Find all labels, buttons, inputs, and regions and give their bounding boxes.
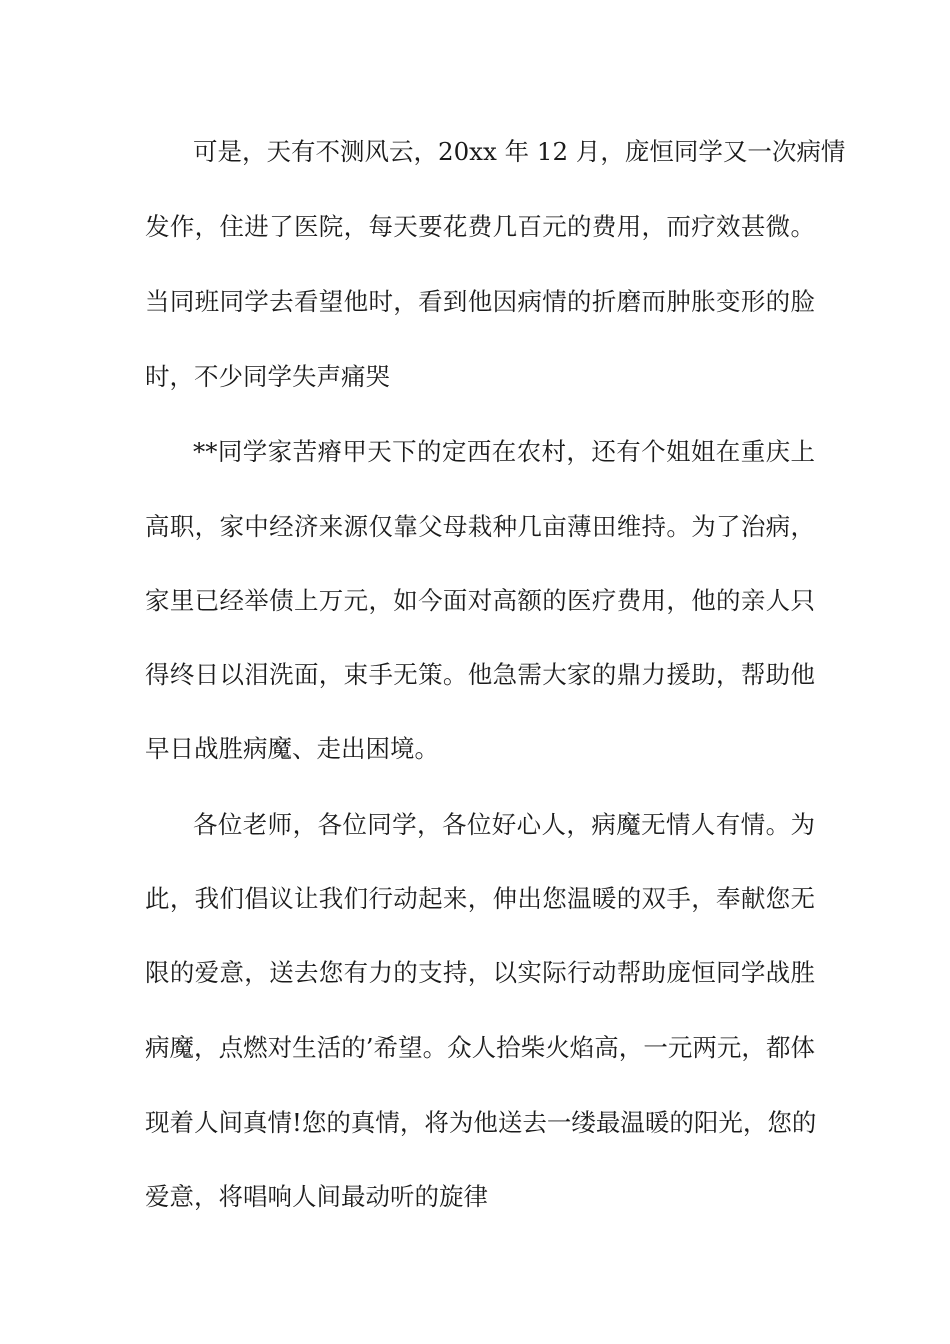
paragraph-1-line-4: 时，不少同学失声痛哭 — [145, 362, 390, 391]
paragraph-3-line-2: 此，我们倡议让我们行动起来，伸出您温暖的双手，奉献您无 — [145, 884, 815, 913]
paragraph-3-line-3: 限的爱意，送去您有力的支持，以实际行动帮助庞恒同学战胜 — [145, 958, 815, 987]
paragraph-3-line-1: 各位老师，各位同学，各位好心人，病魔无情人有情。为 — [193, 810, 815, 839]
paragraph-1-line-2: 发作，住进了医院，每天要花费几百元的费用，而疗效甚微。 — [145, 212, 815, 241]
paragraph-2-line-4: 得终日以泪洗面，束手无策。他急需大家的鼎力援助，帮助他 — [145, 660, 815, 689]
paragraph-1-line-3: 当同班同学去看望他时，看到他因病情的折磨而肿胀变形的脸 — [145, 287, 815, 316]
paragraph-2-line-2: 高职，家中经济来源仅靠父母栽种几亩薄田维持。为了治病， — [145, 512, 815, 541]
paragraph-2-line-1: **同学家苦瘠甲天下的定西在农村，还有个姐姐在重庆上 — [193, 437, 815, 466]
paragraph-2-line-5: 早日战胜病魔、走出困境。 — [145, 734, 439, 763]
paragraph-3-line-6: 爱意，将唱响人间最动听的旋律 — [145, 1182, 488, 1211]
paragraph-3-line-4: 病魔，点燃对生活的’希望。众人拾柴火焰高，一元两元，都体 — [145, 1033, 815, 1062]
paragraph-1-line-1: 可是，天有不测风云，20xx 年 12 月，庞恒同学又一次病情 — [193, 137, 846, 166]
paragraph-2-line-3: 家里已经举债上万元，如今面对高额的医疗费用，他的亲人只 — [145, 586, 815, 615]
paragraph-3-line-5: 现着人间真情!您的真情，将为他送去一缕最温暖的阳光，您的 — [145, 1108, 817, 1137]
